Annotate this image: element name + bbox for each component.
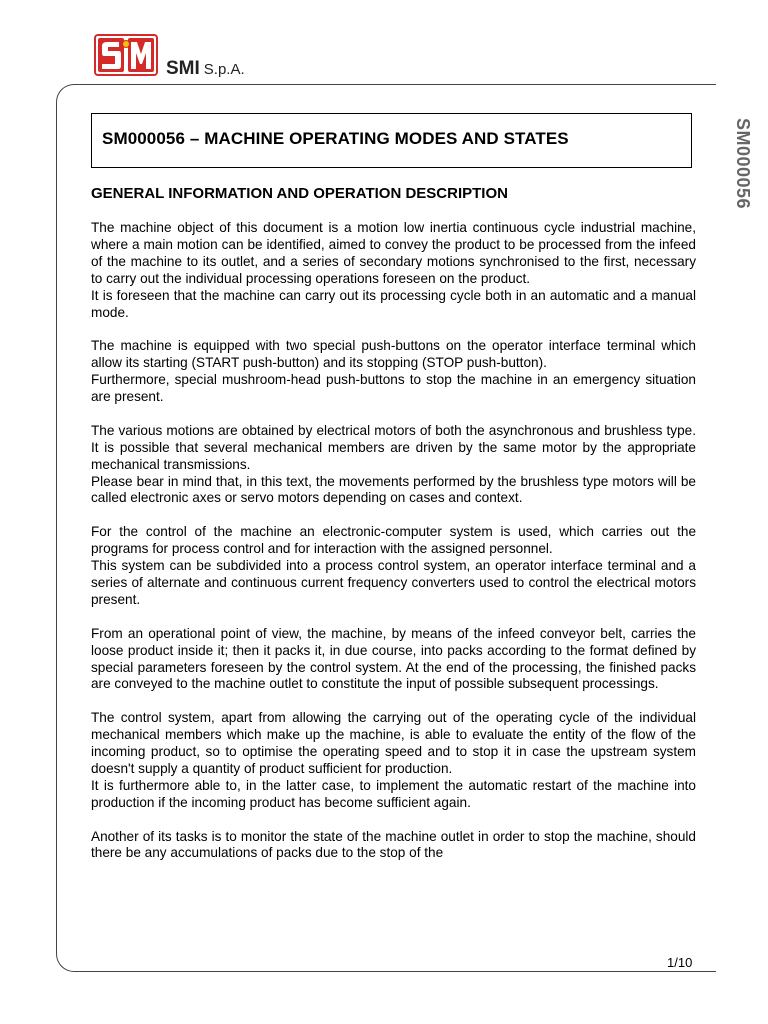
- paragraph-text: From an operational point of view, the machine, by means of the infeed conveyor belt, carries the loose product inside it; then it packs it, in due course, into packs according to the format defined by special parameters foreseen by the control system. At the end of the processing, the finished packs are conveyed to the machine outlet to constitute the input of possible subsequent processings.: [91, 625, 696, 692]
- paragraph-text: It is foreseen that the machine can carry out its processing cycle both in an automatic and a manual mode.: [91, 287, 696, 320]
- company-name: SMI S.p.A.: [166, 58, 245, 79]
- paragraph-text: The various motions are obtained by electrical motors of both the asynchronous and brushless type. It is possible that several mechanical members are driven by the same motor by the appropriate mechanical transmissions.: [91, 422, 696, 472]
- paragraph-text: This system can be subdivided into a process control system, an operator interface terminal and a series of alternate and continuous current frequency converters used to control the electrical motors present.: [91, 558, 696, 607]
- document-body: [91, 220, 696, 879]
- paragraph: [91, 829, 696, 863]
- paragraph-text: Please bear in mind that, in this text, the movements performed by the brushless type motors will be called electronic axes or servo motors depending on cases and context.: [91, 473, 696, 506]
- paragraph-text: Furthermore, special mushroom-head push-buttons to stop the machine in an emergency situation are present.: [91, 372, 696, 405]
- side-document-code: SM000056: [733, 118, 753, 210]
- paragraph-text: For the control of the machine an electronic-computer system is used, which carries out the programs for process control and for interaction with the assigned personnel.: [91, 524, 696, 557]
- paragraph-text: Another of its tasks is to monitor the state of the machine outlet in order to stop the machine, should there be any accumulations of packs due to the stop of the: [91, 828, 696, 861]
- page-number: 1/10: [667, 955, 693, 970]
- paragraph-text: The control system, apart from allowing the carrying out of the operating cycle of the individual mechanical members which make up the machine, is able to evaluate the entity of the flow of the incoming product, so to optimise the operating speed and to stop it in case the upstream system doesn't supply a quantity of product sufficient for production.: [91, 710, 696, 776]
- paragraph: [91, 626, 696, 694]
- paragraph: [91, 710, 696, 811]
- paragraph-text: The machine is equipped with two special push-buttons on the operator interface terminal which allow its starting (START push-button) and its stopping (STOP push-button).: [91, 338, 696, 371]
- paragraph-text: The machine object of this document is a motion low inertia continuous cycle industrial machine, where a main motion can be identified, aimed to convey the product to be processed from the infeed of the machine to its outlet, and a series of secondary motions synchronised to the first, necessary to carry out the individual processing operations foreseen on the product.: [91, 220, 696, 286]
- paragraph: [91, 338, 696, 406]
- section-heading: GENERAL INFORMATION AND OPERATION DESCRIPTION: [91, 185, 508, 202]
- paragraph: [91, 423, 696, 508]
- paragraph: [91, 524, 696, 609]
- paragraph: [91, 220, 696, 321]
- paragraph-text: It is furthermore able to, in the latter case, to implement the automatic restart of the machine into production if the incoming product has become sufficient again.: [91, 777, 696, 810]
- smi-logo: [94, 34, 158, 76]
- document-title: SM000056 – MACHINE OPERATING MODES AND STATES: [102, 129, 569, 148]
